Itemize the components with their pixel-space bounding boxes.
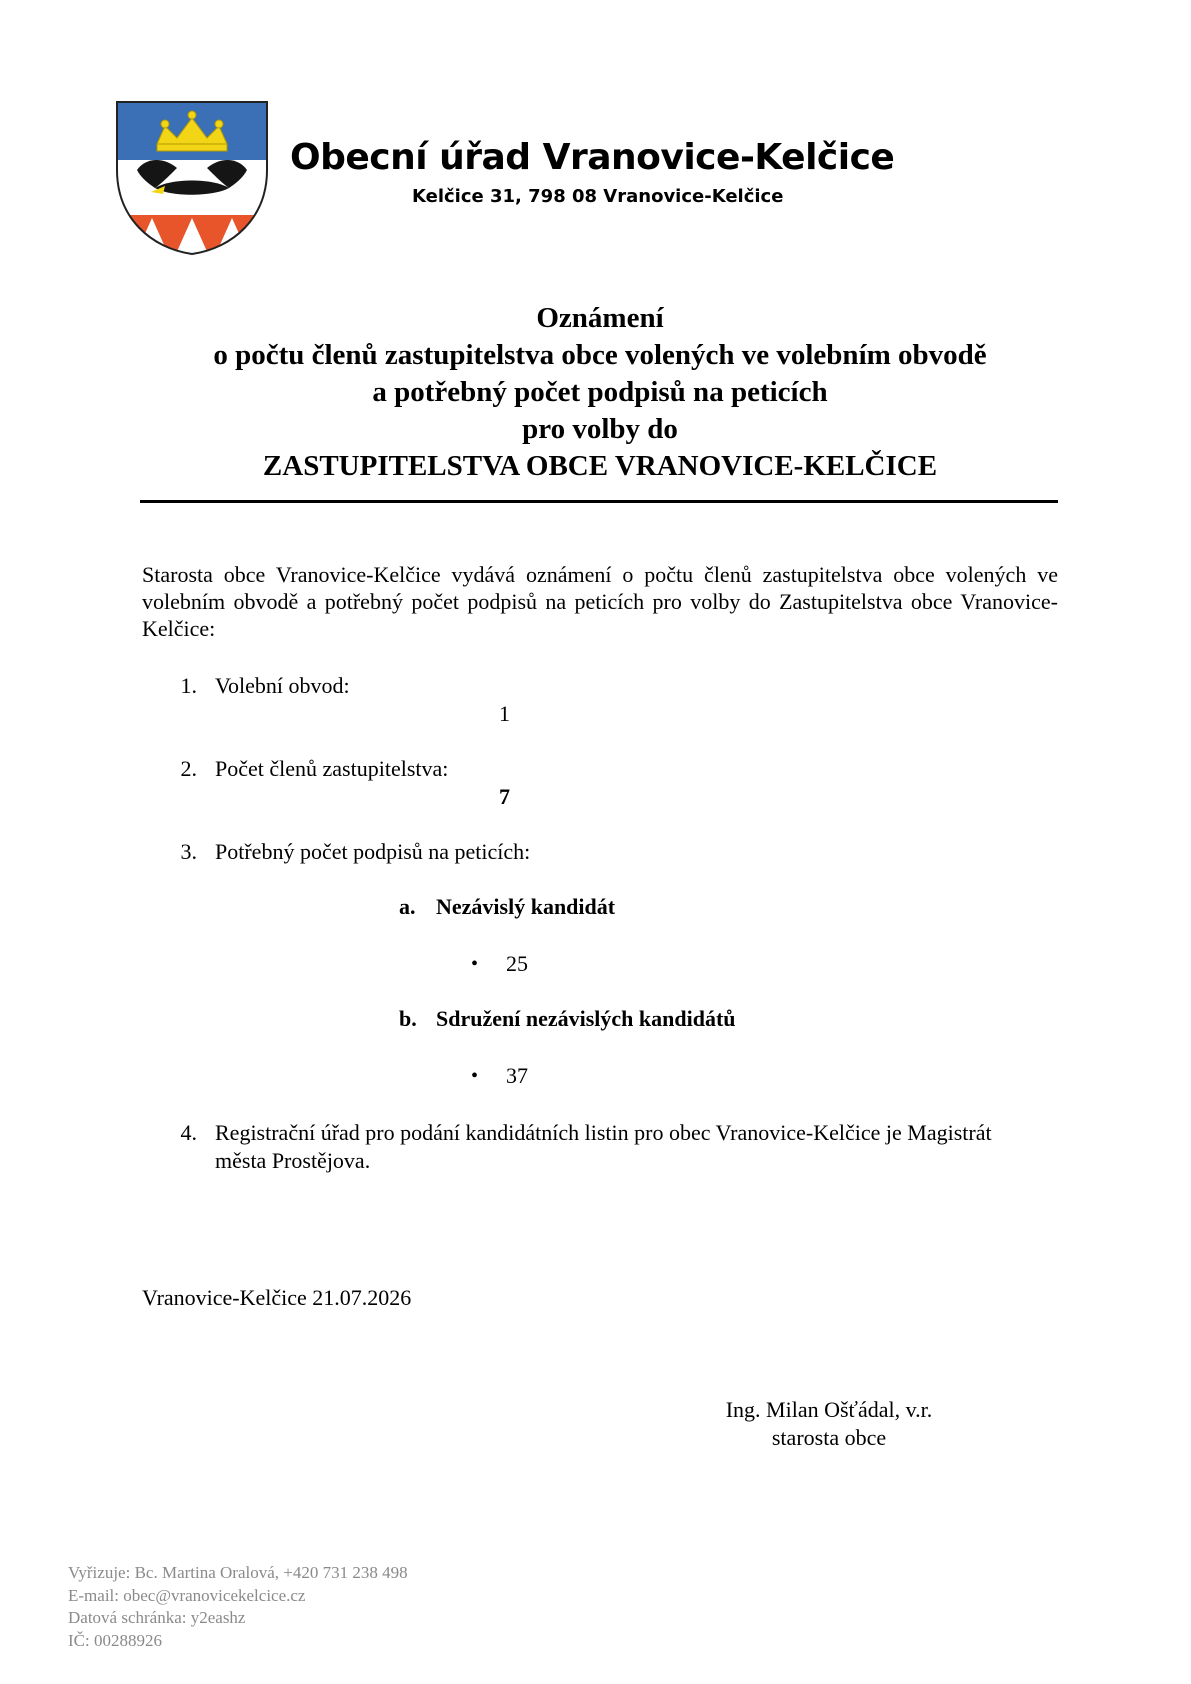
item-4-line-2: města Prostějova. xyxy=(215,1148,371,1173)
item-4-line-1: Registrační úřad pro podání kandidátních listin pro obec Vranovice-Kelčice je Magistrát xyxy=(215,1120,992,1145)
footer-contact: Vyřizuje: Bc. Martina Oralová, +420 731 238 498 xyxy=(68,1563,408,1582)
subitem-a-letter: a. xyxy=(399,894,416,919)
footer-databox: Datová schránka: y2eashz xyxy=(68,1608,246,1627)
item-3-number: 3. xyxy=(180,839,197,864)
item-3-label: Potřebný počet podpisů na peticích: xyxy=(215,839,531,864)
municipal-coat-of-arms-icon xyxy=(115,100,269,256)
subitem-b-letter: b. xyxy=(399,1006,417,1031)
title-line-2: o počtu členů zastupitelstva obce volených ve volebním obvodě xyxy=(213,339,987,371)
item-2-number: 2. xyxy=(180,756,197,781)
subitem-b-label: Sdružení nezávislých kandidátů xyxy=(436,1006,736,1031)
organization-address: Kelčice 31, 798 08 Vranovice-Kelčice xyxy=(412,186,784,207)
footer-email: E-mail: obec@vranovicekelcice.cz xyxy=(68,1586,306,1605)
subitem-b-bullet: • xyxy=(471,1065,479,1087)
item-2-label: Počet členů zastupitelstva: xyxy=(215,756,449,781)
subitem-a-value: 25 xyxy=(506,951,528,976)
subitem-b-value: 37 xyxy=(506,1063,528,1088)
item-1-value: 1 xyxy=(499,701,510,726)
item-1-label: Volební obvod: xyxy=(215,673,350,698)
signature-name: Ing. Milan Ošťádal, v.r. xyxy=(725,1397,933,1422)
item-2-value: 7 xyxy=(499,784,510,809)
item-4-number: 4. xyxy=(180,1120,197,1145)
intro-paragraph: Starosta obce Vranovice-Kelčice vydává oznámení o počtu členů zastupitelstva obce volených ve volebním obvodě a potřebný počet podpisů na peticích pro volby do Zastupitelstva obce Vranovice-Kelčice: xyxy=(142,562,1058,641)
subitem-a-label: Nezávislý kandidát xyxy=(436,894,616,919)
title-line-1: Oznámení xyxy=(536,302,664,334)
title-divider xyxy=(140,500,1058,503)
title-line-3: a potřebný počet podpisů na peticích xyxy=(372,376,828,408)
title-line-5: ZASTUPITELSTVA OBCE VRANOVICE-KELČICE xyxy=(262,450,938,482)
item-1-number: 1. xyxy=(180,673,197,698)
organization-name: Obecní úřad Vranovice-Kelčice xyxy=(290,137,895,178)
title-line-4: pro volby do xyxy=(522,413,678,445)
signature-role: starosta obce xyxy=(771,1425,887,1450)
document-title xyxy=(140,300,1060,485)
subitem-a-bullet: • xyxy=(471,953,479,975)
footer-ic: IČ: 00288926 xyxy=(68,1631,162,1650)
place-and-date: Vranovice-Kelčice 21.07.2026 xyxy=(142,1285,412,1310)
